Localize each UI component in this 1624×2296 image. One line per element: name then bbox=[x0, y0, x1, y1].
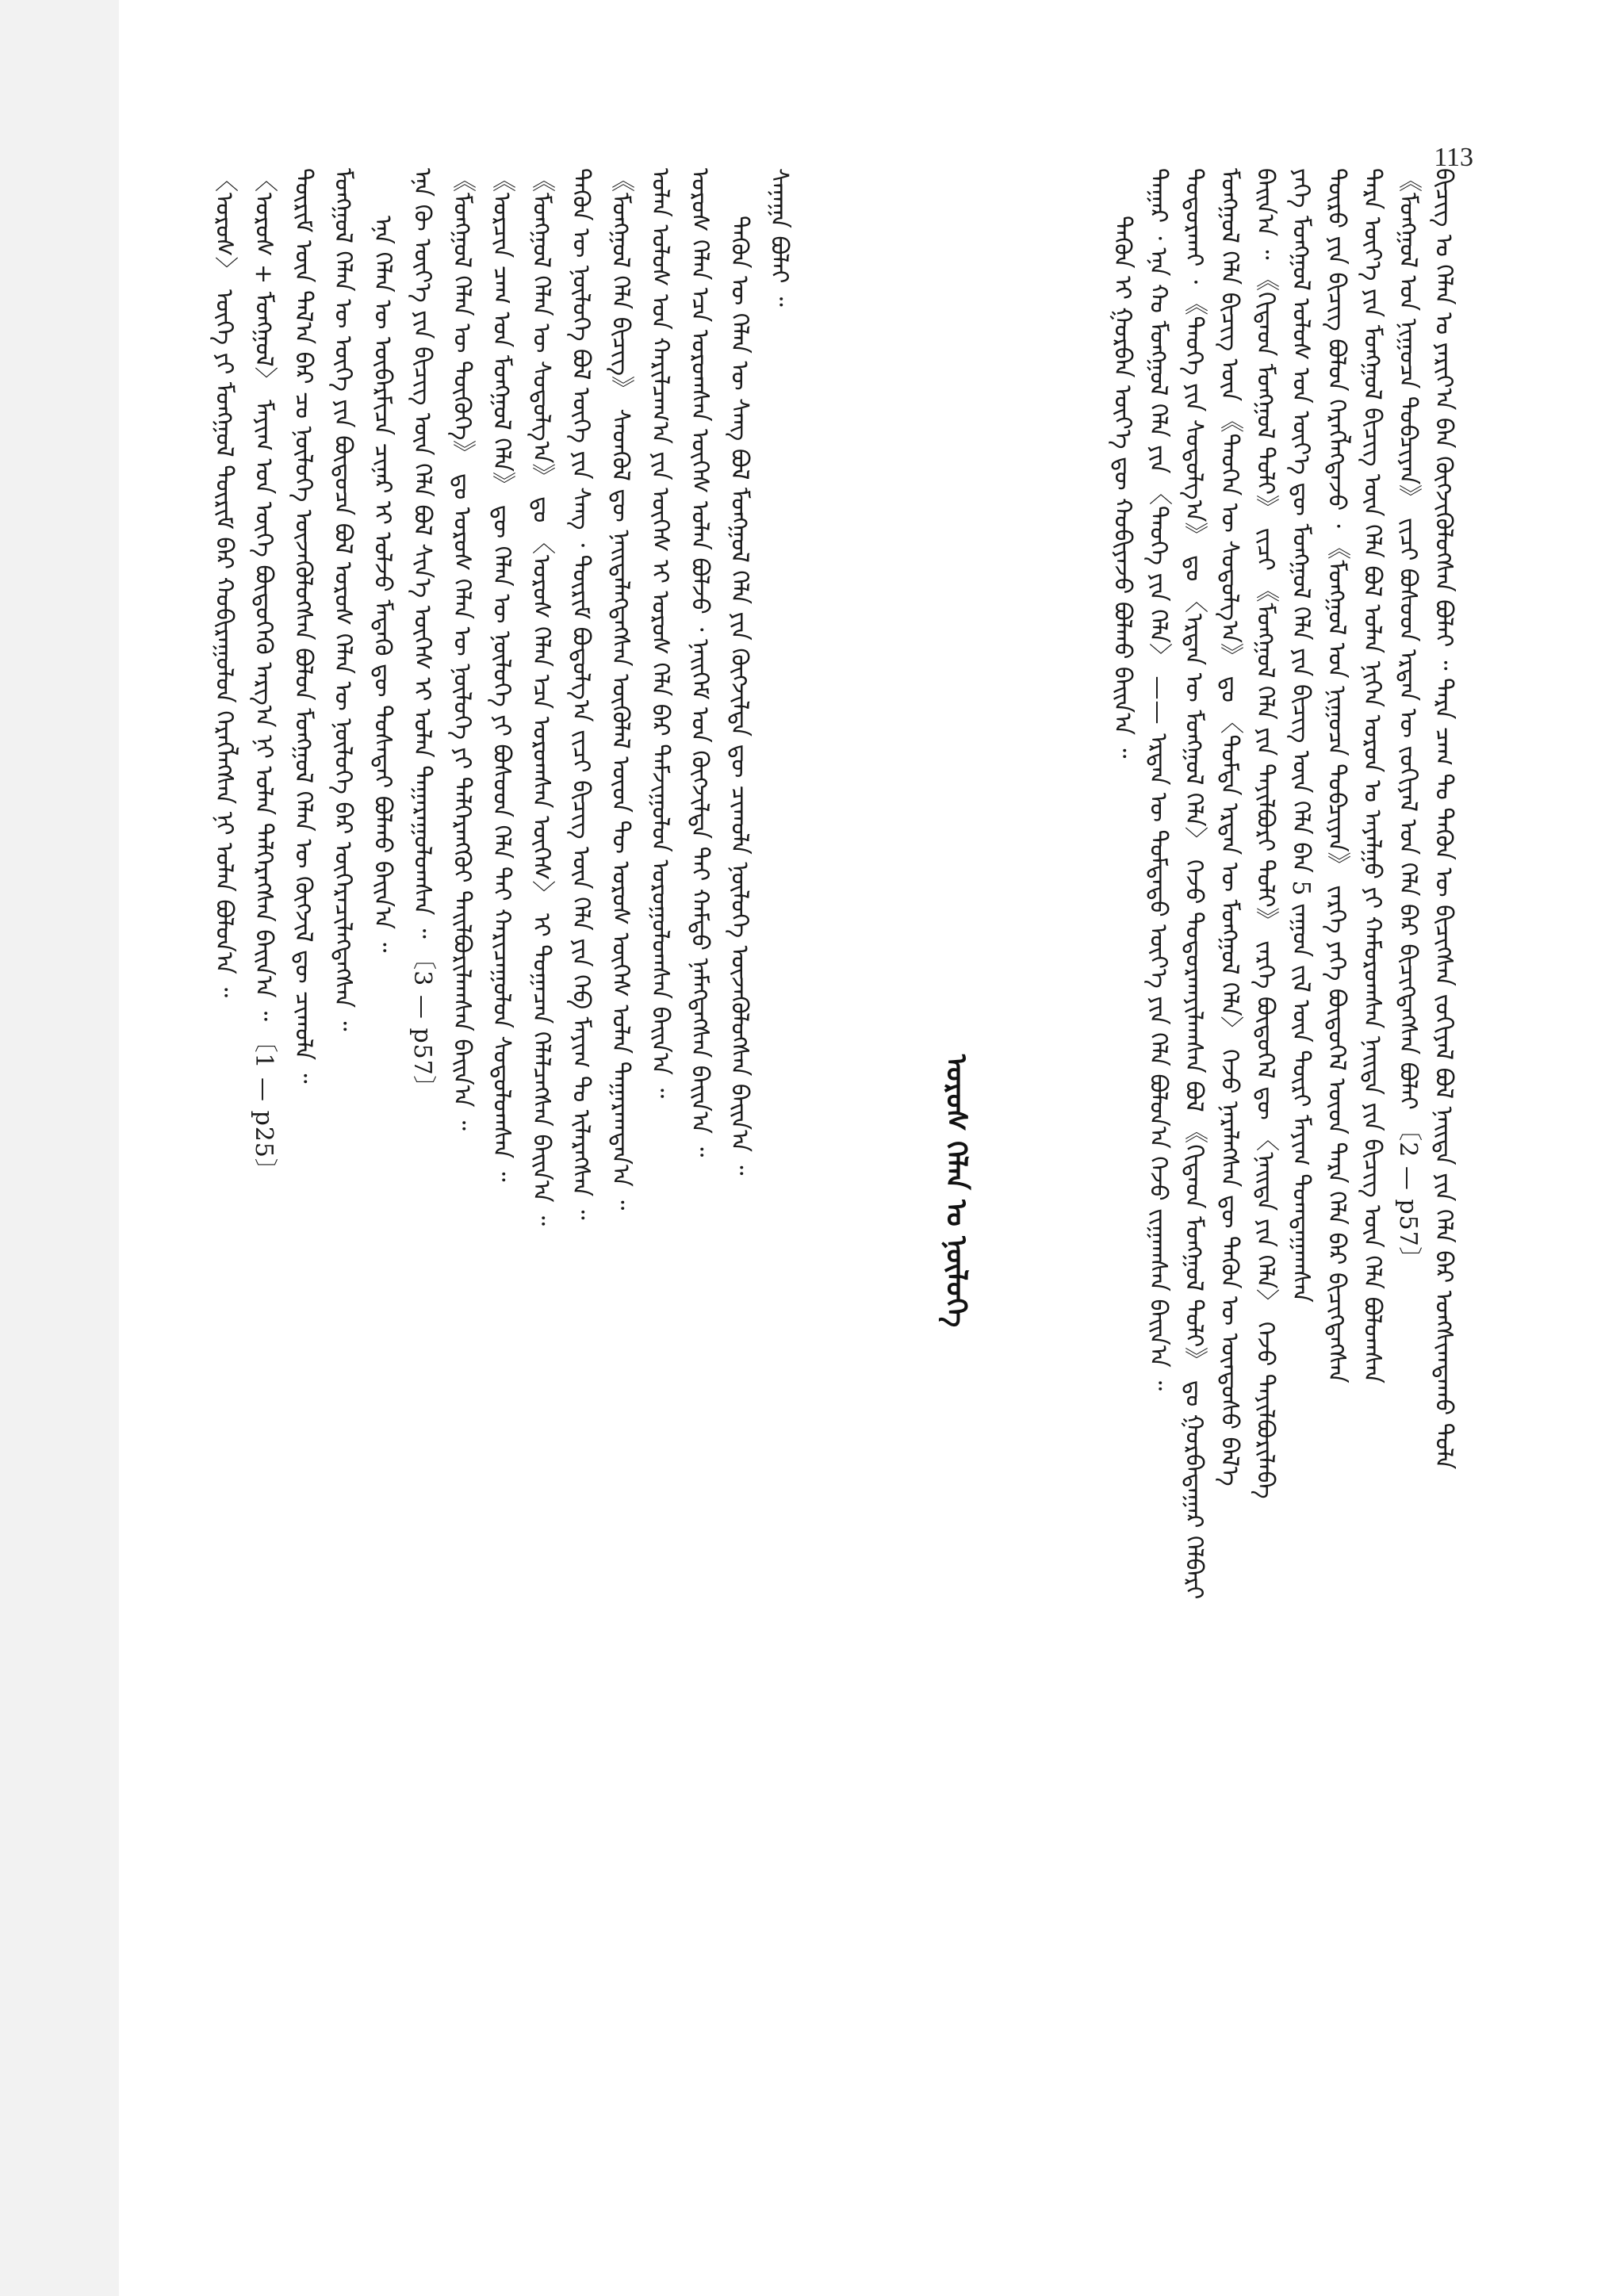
text-column: ᠲᠡᠭᠦᠨ ᠦ ᠬᠡᠯᠡᠨ ᠦ ᠰᠠᠩ ᠪᠣᠯ ᠮᠣᠩᠭᠣᠯ ᠬᠡᠯᠡ ᠶᠢᠨ ᠬᠥᠭᠵᠢᠯᠲᠡ ᠳᠦ ᠴᠢᠬᠤᠯᠠ ᠨᠥᠯᠦᠭᠡ ᠦᠵᠡᠭᠦᠯᠦᠭᠰᠡᠨ ᠪᠠᠢᠨ᠎ᠠ ᠃ bbox=[726, 216, 753, 1176]
left-text-block bbox=[168, 168, 795, 2214]
text-column: ᠡᠨᠡ ᠬᠡᠯᠡᠨ ᠦ ᠥᠪᠡᠷᠮᠢᠴᠡ ᠴᠢᠨᠠᠷ ᠢ ᠣᠯᠵᠤ ᠮᠡᠳᠡᠬᠦ ᠳᠦ ᠲᠤᠰᠠᠲᠠᠢ ᠪᠣᠯᠬᠤ ᠪᠠᠢᠨ᠎ᠠ ᠃ bbox=[369, 216, 396, 953]
text-column: ᠲᠥᠷᠦ ᠶᠢᠨ ᠪᠢᠴᠢᠭ ᠪᠣᠯᠣᠨ ᠬᠡᠷᠡᠭᠯᠡᠭᠳᠡᠵᠦ ᠂ 《ᠮᠣᠩᠭᠣᠯ ᠤᠨ ᠨᠢᠭᠤᠴᠠ ᠲᠣᠪᠴᠢᠶᠠᠨ》 ᠵᠡᠷᠭᠡ ᠶᠡᠬᠡ ᠪᠦᠲᠦᠭᠡᠯ ᠦᠳ ᠲᠡᠷᠡ ᠬᠡᠯᠡ ᠪᠡᠷ ᠪᠢᠴᠢᠭᠳᠡᠭᠰᠡᠨ bbox=[1323, 168, 1350, 1383]
text-column: ᠮᠣᠩᠭᠣᠯ ᠬᠡᠯᠡᠨ ᠦ ᠦᠭᠡ ᠶᠢᠨ ᠪᠦᠲᠦᠴᠡ ᠪᠣᠯ ᠣᠷᠤᠰ ᠬᠡᠯᠡᠨ ᠦ ᠨᠥᠯᠦᠭᠡ ᠪᠡᠷ ᠥᠭᠡᠷᠡᠴᠢᠯᠡᠭᠳᠡᠭᠰᠡᠨ ᠃ bbox=[329, 168, 357, 1031]
text-column: ᠲᠡᠭᠦᠨ ᠦ ᠨᠥᠯᠦᠭᠡ ᠪᠣᠯ ᠦᠭᠡ ᠶᠢᠨ ᠰᠠᠩ ᠂ ᠳᠦᠷᠢᠮ ᠪᠣᠳᠤᠯᠭ᠎ᠠ ᠵᠢᠴᠢ ᠪᠢᠴᠢᠭ ᠦᠨ ᠬᠡᠯᠡ ᠶᠢᠨ ᠬᠡᠪ ᠮᠠᠶᠢᠭ ᠲᠤ ᠢᠯᠡᠷᠡᠭᠰᠡᠨ ᠃ bbox=[567, 168, 595, 1220]
text-column: ᠰᠠᠨᠠᠭᠠ ᠪᠣᠯᠠᠢ ᠃ bbox=[765, 168, 793, 307]
text-column: ᠮᠣᠩᠭᠣᠯ ᠬᠡᠯᠡ ᠪᠢᠴᠢᠭ ᠦᠨ 《ᠲᠡᠦᠬᠡᠨ ᠦ ᠰᠤᠳᠤᠯᠭ᠎ᠠ》 ᠳᠤ 〈ᠳᠤᠮᠳᠠ ᠡᠷᠲᠡᠨ ᠦ ᠮᠣᠩᠭᠣᠯ ᠬᠡᠯᠡ〉 ᠭᠡᠵᠦ ᠨᠡᠷᠡᠯᠡᠭᠰᠡᠨ ᠳᠦ ᠲᠡᠭᠦᠨ ᠦ ᠦᠨᠳᠦᠰᠦ ᠪᠡᠯ᠎ᠡ bbox=[1216, 168, 1243, 1487]
text-column: 《ᠮᠣᠩᠭᠣᠯ ᠬᠡᠯᠡᠨ ᠦ ᠰᠤᠳᠤᠯᠭ᠎ᠠ》 ᠳᠤ 〈ᠣᠷᠤᠰ ᠬᠡᠯᠡᠨ ᠡᠴᠡ ᠣᠷᠣᠭᠰᠠᠨ ᠦᠭᠡᠰ〉 ᠢ ᠲᠣᠭᠠᠴᠠᠨ ᠬᠡᠯᠡᠯᠴᠡᠭᠰᠡᠨ ᠪᠠᠢᠨ᠎ᠠ ᠃ bbox=[527, 168, 555, 1226]
text-column: ᠡᠨᠡ ᠬᠦ ᠦᠶ᠎ᠡ ᠶᠢᠨ ᠪᠢᠴᠢᠭ ᠦᠨ ᠬᠡᠯᠡ ᠪᠣᠯ ᠰᠢᠨ᠎ᠡ ᠦᠭᠡᠰ ᠢ ᠣᠯᠠᠨ ᠲᠠᠭᠠᠷᠠᠭᠤᠯᠤᠭᠰᠠᠨ ᠃ 〔3 — p57〕 bbox=[408, 168, 436, 1100]
text-column: 《ᠮᠣᠩᠭᠣᠯ ᠬᠡᠯᠡᠨ ᠦ ᠲᠦᠭᠦᠬᠡ》 ᠳᠤ ᠣᠷᠤᠰ ᠬᠡᠯᠡᠨ ᠦ ᠨᠥᠯᠦᠭᠡ ᠶᠢ ᠳᠡᠯᠭᠡᠷᠡᠩᠭᠦᠢ ᠲᠠᠢᠯᠪᠤᠷᠢᠯᠠᠭᠰᠠᠨ ᠪᠠᠢᠨ᠎ᠠ ᠃ bbox=[448, 168, 476, 1131]
text-column: ᠪᠠᠢᠨ᠎ᠠ ᠃ 《ᠬᠢᠲᠠᠳ ᠮᠣᠩᠭᠣᠯ ᠲᠣᠯᠢ》 ᠵᠢᠴᠢ 《ᠮᠣᠩᠭᠣᠯ ᠬᠡᠯᠡ ᠶᠢᠨ ᠲᠠᠶᠢᠯᠪᠣᠷᠢ ᠲᠣᠯᠢ》 ᠵᠡᠷᠭᠡ ᠪᠦᠲᠦᠭᠡᠯ ᠳᠦ 〈ᠨᠡᠢᠲᠡ ᠶᠢᠨ ᠬᠡᠯᠡ〉 ᠭᠡᠵᠦ ᠲᠠᠶᠢᠯᠪᠣᠷᠢᠯᠠᠪᠠ bbox=[1251, 168, 1279, 1499]
section-heading: ᠣᠷᠤᠰ ᠬᠡᠯᠡᠨ ᠤ ᠨᠥᠯᠦᠭᠡ bbox=[940, 1054, 972, 1328]
text-column: 〈ᠣᠷᠤᠰ + ᠮᠣᠩᠭᠣᠯ〉 ᠮᠠᠶᠢᠭ ᠤᠨ ᠦᠭᠡ ᠪᠦᠲᠦᠭᠡᠬᠦ ᠠᠷᠭ᠎ᠠ ᠨᠢ ᠣᠯᠠᠨ ᠳᠡᠯᠭᠡᠷᠡᠭᠰᠡᠨ ᠪᠠᠢᠨ᠎ᠠ ᠃ 〔1 — p25〕 bbox=[250, 168, 278, 1183]
page-margin-shadow bbox=[0, 0, 119, 2296]
text-column: ᠣᠯᠠᠨ ᠤᠯᠤᠰ ᠤᠨ ᠬᠠᠷᠢᠯᠴᠠᠭ᠎ᠠ ᠶᠢᠨ ᠦᠭᠡᠰ ᠢ ᠣᠷᠤᠰ ᠬᠡᠯᠡ ᠪᠡᠷ ᠳᠠᠮᠵᠢᠭᠤᠯᠤᠨ ᠣᠷᠣᠭᠤᠯᠤᠭᠰᠠᠨ ᠪᠠᠢᠨ᠎ᠠ ᠃ bbox=[646, 168, 674, 1099]
text-column: ᠪᠢᠴᠢᠭ ᠤ ᠬᠡᠯᠡᠨ ᠤ ᠶᠠᠷᠢᠶ᠎ᠠ ᠪᠠᠨ ᠬᠥᠭᠵᠢᠭᠦᠯᠦᠭᠰᠡᠨ ᠪᠣᠯᠠᠢ ᠃ ᠲᠡᠷᠡ ᠴᠠᠭ ᠲᠤ ᠲᠡᠭᠦᠨ ᠦ ᠪᠢᠴᠢᠭᠰᠡᠨ ᠵᠣᠬᠢᠶᠠᠯ ᠪᠣᠯ ᠨᠡᠢᠲᠡ ᠶᠢᠨ ᠬᠡᠯᠡ ᠪᠠᠷ ᠤᠩᠰᠢᠭᠳᠠᠬᠤ ᠲᠤᠯᠠ bbox=[1430, 168, 1457, 1470]
text-column: 〈ᠣᠷᠤᠰ〉 ᠦᠭᠡ ᠶᠢ ᠮᠣᠩᠭᠣᠯ ᠳᠦᠷᠢᠮ ᠪᠡᠷ ᠬᠤᠪᠢᠷᠠᠭᠤᠯᠤᠨ ᠬᠡᠷᠡᠭᠯᠡᠭᠰᠡᠨ ᠨᠢ ᠣᠯᠠᠨ ᠪᠣᠯᠤᠨ᠎ᠠ ᠃ bbox=[210, 168, 238, 998]
text-column: 《ᠮᠣᠩᠭᠣᠯ ᠬᠡᠯᠡ ᠪᠢᠴᠢᠭ》 ᠰᠡᠳᠬᠦᠯ ᠳᠦ ᠨᠡᠢᠲᠡᠯᠡᠭᠳᠡᠭᠰᠡᠨ ᠥᠭᠦᠯᠡᠯ ᠦᠳ ᠲᠦ ᠣᠷᠤᠰ ᠦᠭᠡᠰ ᠣᠯᠠᠨ ᠲᠠᠭᠠᠷᠠᠭᠳᠠᠨ᠎ᠠ ᠃ bbox=[607, 168, 634, 1211]
text-column: ᠳᠠᠭᠠᠷ ᠂ ᠡᠨᠡ ᠬᠤ ᠮᠣᠩᠭᠣᠯ ᠬᠡᠯᠡ ᠶᠢᠨ 〈ᠲᠡᠦᠬᠡ ᠶᠢᠨ ᠬᠡᠯᠡ〉 —— ᠡᠷᠲᠡᠨ ᠦ ᠳᠤᠮᠳᠠᠳᠤ ᠦᠶ᠎ᠡ ᠶᠢᠨ ᠬᠡᠯᠡ ᠪᠣᠯᠤᠨ᠎ᠠ ᠭᠡᠵᠦ ᠵᠢᠭᠠᠭᠰᠠᠨ ᠪᠠᠢᠨ᠎ᠠ ᠃ bbox=[1144, 168, 1172, 1391]
text-column: ᠣᠷᠤᠰ ᠬᠡᠯᠡᠨ ᠡᠴᠡ ᠣᠷᠣᠭᠰᠠᠨ ᠦᠭᠡᠰ ᠣᠯᠠᠨ ᠪᠣᠯᠵᠤ ᠂ ᠨᠡᠢᠭᠡᠮ ᠤᠨ ᠬᠥᠭᠵᠢᠯᠲᠡ ᠲᠡᠢ ᠬᠠᠮᠲᠤ ᠨᠡᠮᠡᠭᠳᠡᠭᠰᠡᠨ ᠪᠠᠢᠨ᠎ᠠ ᠃ bbox=[686, 168, 714, 1158]
right-text-block bbox=[841, 168, 1459, 2214]
page-number: 113 bbox=[1434, 143, 1473, 172]
text-column: ᠲᠡᠭᠦᠨ ᠢ ᠭᠤᠷᠪᠠᠨ ᠦᠶ᠎ᠡ ᠳᠦ ᠬᠤᠪᠢᠶᠠᠵᠤ ᠪᠣᠯᠬᠤ ᠪᠠᠢᠨ᠎ᠠ ᠃ bbox=[1109, 216, 1136, 759]
text-column: ᠲᠣᠳᠣᠷᠬᠠᠶ ᠂ 《ᠲᠡᠦᠬᠡ ᠶᠢᠨ ᠰᠤᠳᠤᠯᠭ᠎ᠠ》 ᠳᠤ 〈ᠡᠷᠲᠡᠨ ᠦ ᠮᠣᠩᠭᠣᠯ ᠬᠡᠯᠡ〉 ᠭᠡᠵᠦ ᠲᠣᠳᠣᠷᠬᠠᠶᠢᠯᠠᠭᠰᠠᠨ ᠪᠣᠯ 《ᠬᠢᠲᠠᠳ ᠮᠣᠩᠭᠣᠯ ᠲᠣᠯᠢ》 ᠳᠤ ᠭᠤᠷᠪᠠᠳᠠᠭᠠᠷ ᠬᠡᠯᠪᠡᠷᠢ bbox=[1180, 168, 1208, 1600]
text-column: ᠳᠦᠷᠢᠮ ᠦᠨ ᠲᠠᠯ᠎ᠠ ᠪᠠᠷ ᠴᠣ ᠨᠥᠯᠦᠭᠡ ᠦᠵᠡᠭᠦᠯᠦᠭᠰᠡᠨ ᠪᠣᠯᠤᠨ ᠮᠣᠩᠭᠣᠯ ᠬᠡᠯᠡᠨ ᠦ ᠬᠥᠭᠵᠢᠯ ᠳᠦ ᠴᠢᠬᠤᠯᠠ ᠃ bbox=[289, 168, 317, 1084]
text-column: 《ᠮᠣᠩᠭᠣᠯ ᠤᠨ ᠨᠢᠭᠤᠴᠠ ᠲᠣᠪᠴᠢᠶᠠᠨ》 ᠵᠢᠴᠢ ᠪᠤᠰᠤᠳ ᠡᠷᠲᠡᠨ ᠦ ᠵᠣᠬᠢᠶᠠᠯ ᠤᠨ ᠬᠡᠯᠡ ᠪᠡᠷ ᠪᠢᠴᠢᠭᠳᠡᠭᠰᠡᠨ ᠪᠣᠯᠠᠢ 〔2 — p57〕 bbox=[1394, 168, 1422, 1272]
text-column: 《ᠣᠷᠴᠢᠨ ᠴᠠᠭ ᠤᠨ ᠮᠣᠩᠭᠣᠯ ᠬᠡᠯᠡ》 ᠳᠦ ᠬᠡᠯᠡᠨ ᠦ ᠨᠥᠯᠦᠭᠡ ᠶᠢ ᠪᠤᠰᠤᠳ ᠬᠡᠯᠡ ᠲᠡᠢ ᠬᠠᠷᠢᠴᠠᠭᠤᠯᠤᠨ ᠰᠤᠳᠤᠯᠤᠭᠰᠠᠨ ᠃ bbox=[488, 168, 515, 1182]
text-column: ᠲᠡᠷᠡ ᠦᠶ᠎ᠡ ᠶᠢᠨ ᠮᠣᠩᠭᠣᠯ ᠪᠢᠴᠢᠭ ᠦᠨ ᠬᠡᠯᠡ ᠪᠣᠯ ᠣᠯᠠᠨ ᠨᠢᠭᠡᠨ ᠣᠷᠣᠨ ᠤ ᠠᠶᠠᠯᠭᠤ ᠶᠢ ᠬᠠᠮᠤᠷᠤᠭᠰᠠᠨ ᠨᠡᠢᠲᠡ ᠶᠢᠨ ᠪᠢᠴᠢᠭ ᠦᠨ ᠬᠡᠯᠡ ᠪᠣᠯᠤᠭᠰᠠᠨ bbox=[1358, 168, 1386, 1384]
text-column: ᠶᠡᠬᠡ ᠮᠣᠩᠭᠣᠯ ᠤᠯᠤᠰ ᠤᠨ ᠦᠶ᠎ᠡ ᠳᠦ ᠮᠣᠩᠭᠣᠯ ᠬᠡᠯᠡ ᠶᠢᠨ ᠪᠢᠴᠢᠭ ᠦᠨ ᠬᠡᠯᠡ ᠪᠠᠨ 5 ᠵᠠᠭᠤᠨ ᠵᠢᠯ ᠦᠨ ᠳᠦᠷᠢ ᠮᠠᠶᠢᠭ ᠲᠣᠭᠲᠠᠭᠠᠭᠰᠠᠨ bbox=[1287, 168, 1315, 1303]
